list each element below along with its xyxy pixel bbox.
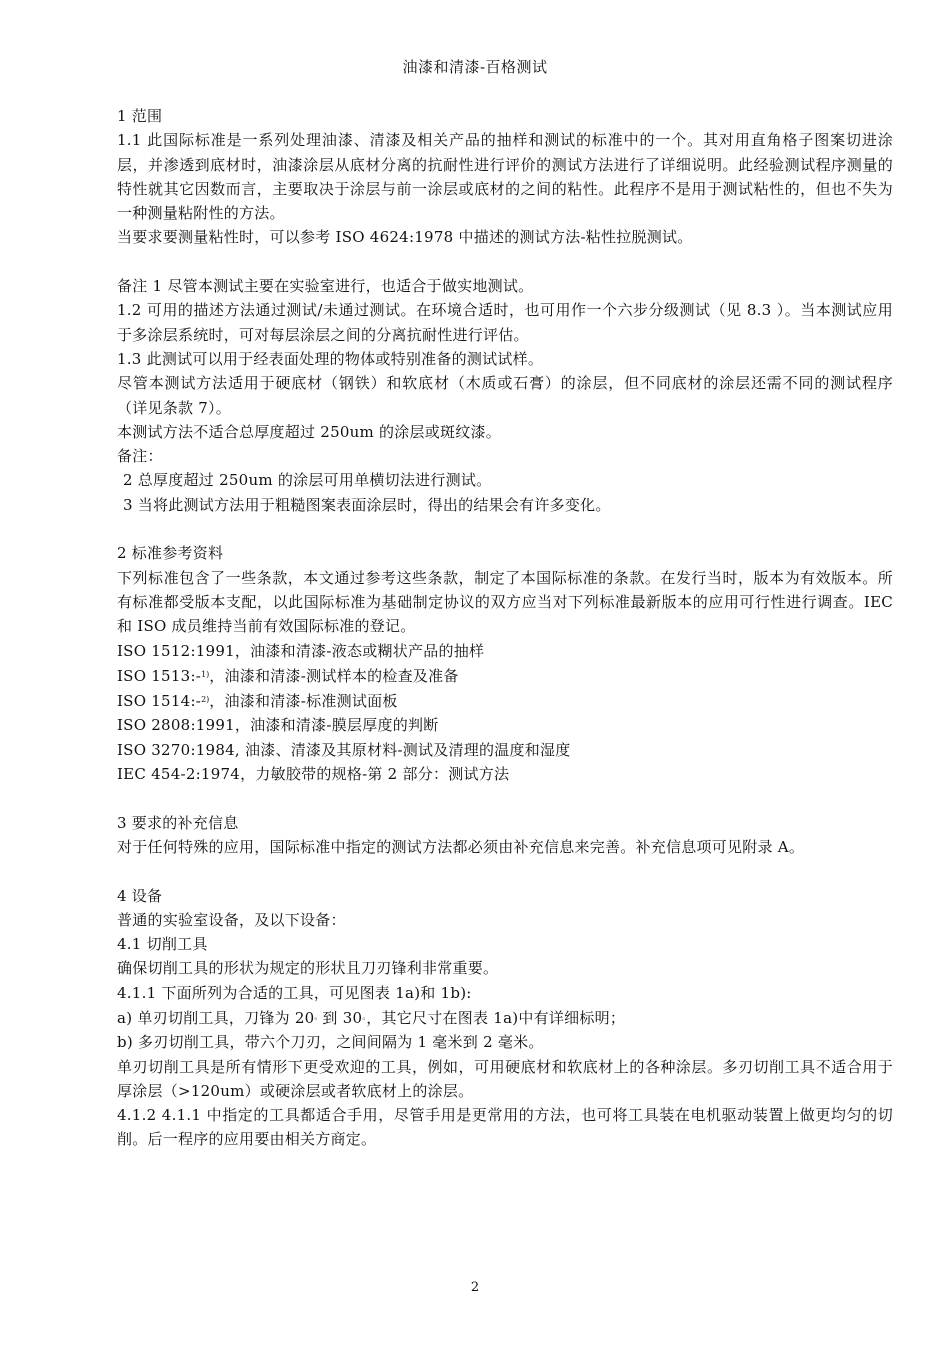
reference-code: ISO 1514:- [117,692,202,711]
section-3-heading: 3 要求的补充信息 [117,813,239,832]
spacer [117,517,893,541]
page-header-title: 油漆和清漆-百格测试 [402,58,548,76]
subsection-4-1-heading: 4.1 切削工具 [117,935,208,954]
section-1-heading: 1 范围 [117,107,163,125]
reference-title: ，油漆和清漆-测试样本的检查及准备 [209,666,459,685]
reference-iso-1514 [117,688,893,713]
note-1: 备注 1 尽管本测试主要在实验室进行，也适合于做实地测试。 [117,277,534,296]
spacer [117,250,893,274]
degree-marker: 。 [362,1011,367,1021]
paragraph-4-1-1: 4.1.1 下面所列为合适的工具，可见图表 1a)和 1b): [117,983,472,1002]
reference-iso-2808: ISO 2808:1991，油漆和清漆-膜层厚度的判断 [117,716,439,735]
reference-iso-1512: ISO 1512:1991，油漆和清漆-液态或糊状产品的抽样 [117,641,485,660]
reference-iso-1513 [117,663,893,688]
section-4-intro: 普通的实验室设备，及以下设备： [117,910,346,929]
notes-label: 备注： [117,447,163,466]
reference-iec-454-2: IEC 454-2:1974，力敏胶带的规格-第 2 部分：测试方法 [117,765,510,784]
note-3: 3 当将此测试方法用于粗糙图案表面涂层时，得出的结果会有许多变化。 [123,495,611,514]
paragraph-1-3-thickness: 本测试方法不适合总厚度超过 250um 的涂层或斑纹漆。 [117,422,502,441]
document-body [117,104,893,1152]
paragraph-1-1: 1.1 此国际标准是一系列处理油漆、清漆及相关产品的抽样和测试的标准中的一个。其对用直角格子图案切进涂层，并渗透到底材时，油漆涂层从底材分离的抗耐性进行评价的测试方法进行了详细说明。此经验测试程序测量的特性就其它因数而言，主要取决于涂层与前一涂层或底材的之间的粘性。此程序不是用于测试粘性的，但也不失为一种测量粘附性的方法。 [117,131,893,223]
spacer [117,859,893,883]
footnote-marker: 1) [201,669,210,679]
list-item-b: b) 多刃切削工具，带六个刀刃，之间间隔为 1 毫米到 2 毫米。 [117,1033,544,1052]
section-4-heading: 4 设备 [117,886,163,905]
page-number: 2 [470,1280,480,1295]
spacer [117,786,893,810]
section-3-text: 对于任何特殊的应用，国际标准中指定的测试方法都必须由补充信息来完善。补充信息项可见附录 A。 [117,837,805,856]
section-2-intro: 下列标准包含了一些条款，本文通过参考这些条款，制定了本国际标准的条款。在发行当时，版本为有效版本。所有标准都受版本支配，以此国际标准为基础制定协议的双方应当对下列标准最新版本的应用可行性进行调查。IEC 和 ISO 成员维持当前有效国际标准的登记。 [117,568,893,636]
paragraph-1-3-substrates: 尽管本测试方法适用于硬底材（钢铁）和软底材（木质或石膏）的涂层，但不同底材的涂层还需不同的测试程序（详见条款 7）。 [117,374,893,417]
degree-marker: 。 [314,1011,323,1021]
paragraph-1-3: 1.3 此测试可以用于经表面处理的物体或特别准备的测试试样。 [117,349,544,368]
paragraph-1-1-iso4624: 当要求要测量粘性时，可以参考 ISO 4624:1978 中描述的测试方法-粘性拉脱测试。 [117,228,693,247]
item-text: 到 30 [322,1008,363,1027]
reference-code: ISO 1513:- [117,666,202,685]
paragraph-1-2: 1.2 可用的描述方法通过测试/未通过测试。在环境合适时，也可用作一个六步分级测试（见 8.3 ）。当本测试应用于多涂层系统时，可对每层涂层之间的分离抗耐性进行评估。 [117,301,893,344]
section-2-heading: 2 标准参考资料 [117,544,224,563]
reference-iso-3270: ISO 3270:1984, 油漆、清漆及其原材料-测试及清理的温度和湿度 [117,740,571,759]
footnote-marker: 2) [201,695,210,705]
item-text: ，其它尺寸在图表 1a)中有详细标明； [366,1008,626,1027]
reference-title: ，油漆和清漆-标准测试面板 [209,692,398,711]
paragraph-4-1: 确保切削工具的形状为规定的形状且刀刃锋利非常重要。 [117,959,499,978]
paragraph-single-blade: 单刃切削工具是所有情形下更受欢迎的工具，例如，可用硬底材和软底材上的各种涂层。多刃切削工具不适合用于厚涂层（>120um）或硬涂层或者软底材上的涂层。 [117,1057,893,1100]
item-text: a) 单刃切削工具，刀锋为 20 [117,1008,315,1027]
note-2: 2 总厚度超过 250um 的涂层可用单横切法进行测试。 [123,471,492,490]
list-item-a [117,1005,893,1030]
paragraph-4-1-2: 4.1.2 4.1.1 中指定的工具都适合手用，尽管手用是更常用的方法，也可将工具装在电机驱动装置上做更均匀的切削。后一程序的应用要由相关方商定。 [117,1106,893,1149]
